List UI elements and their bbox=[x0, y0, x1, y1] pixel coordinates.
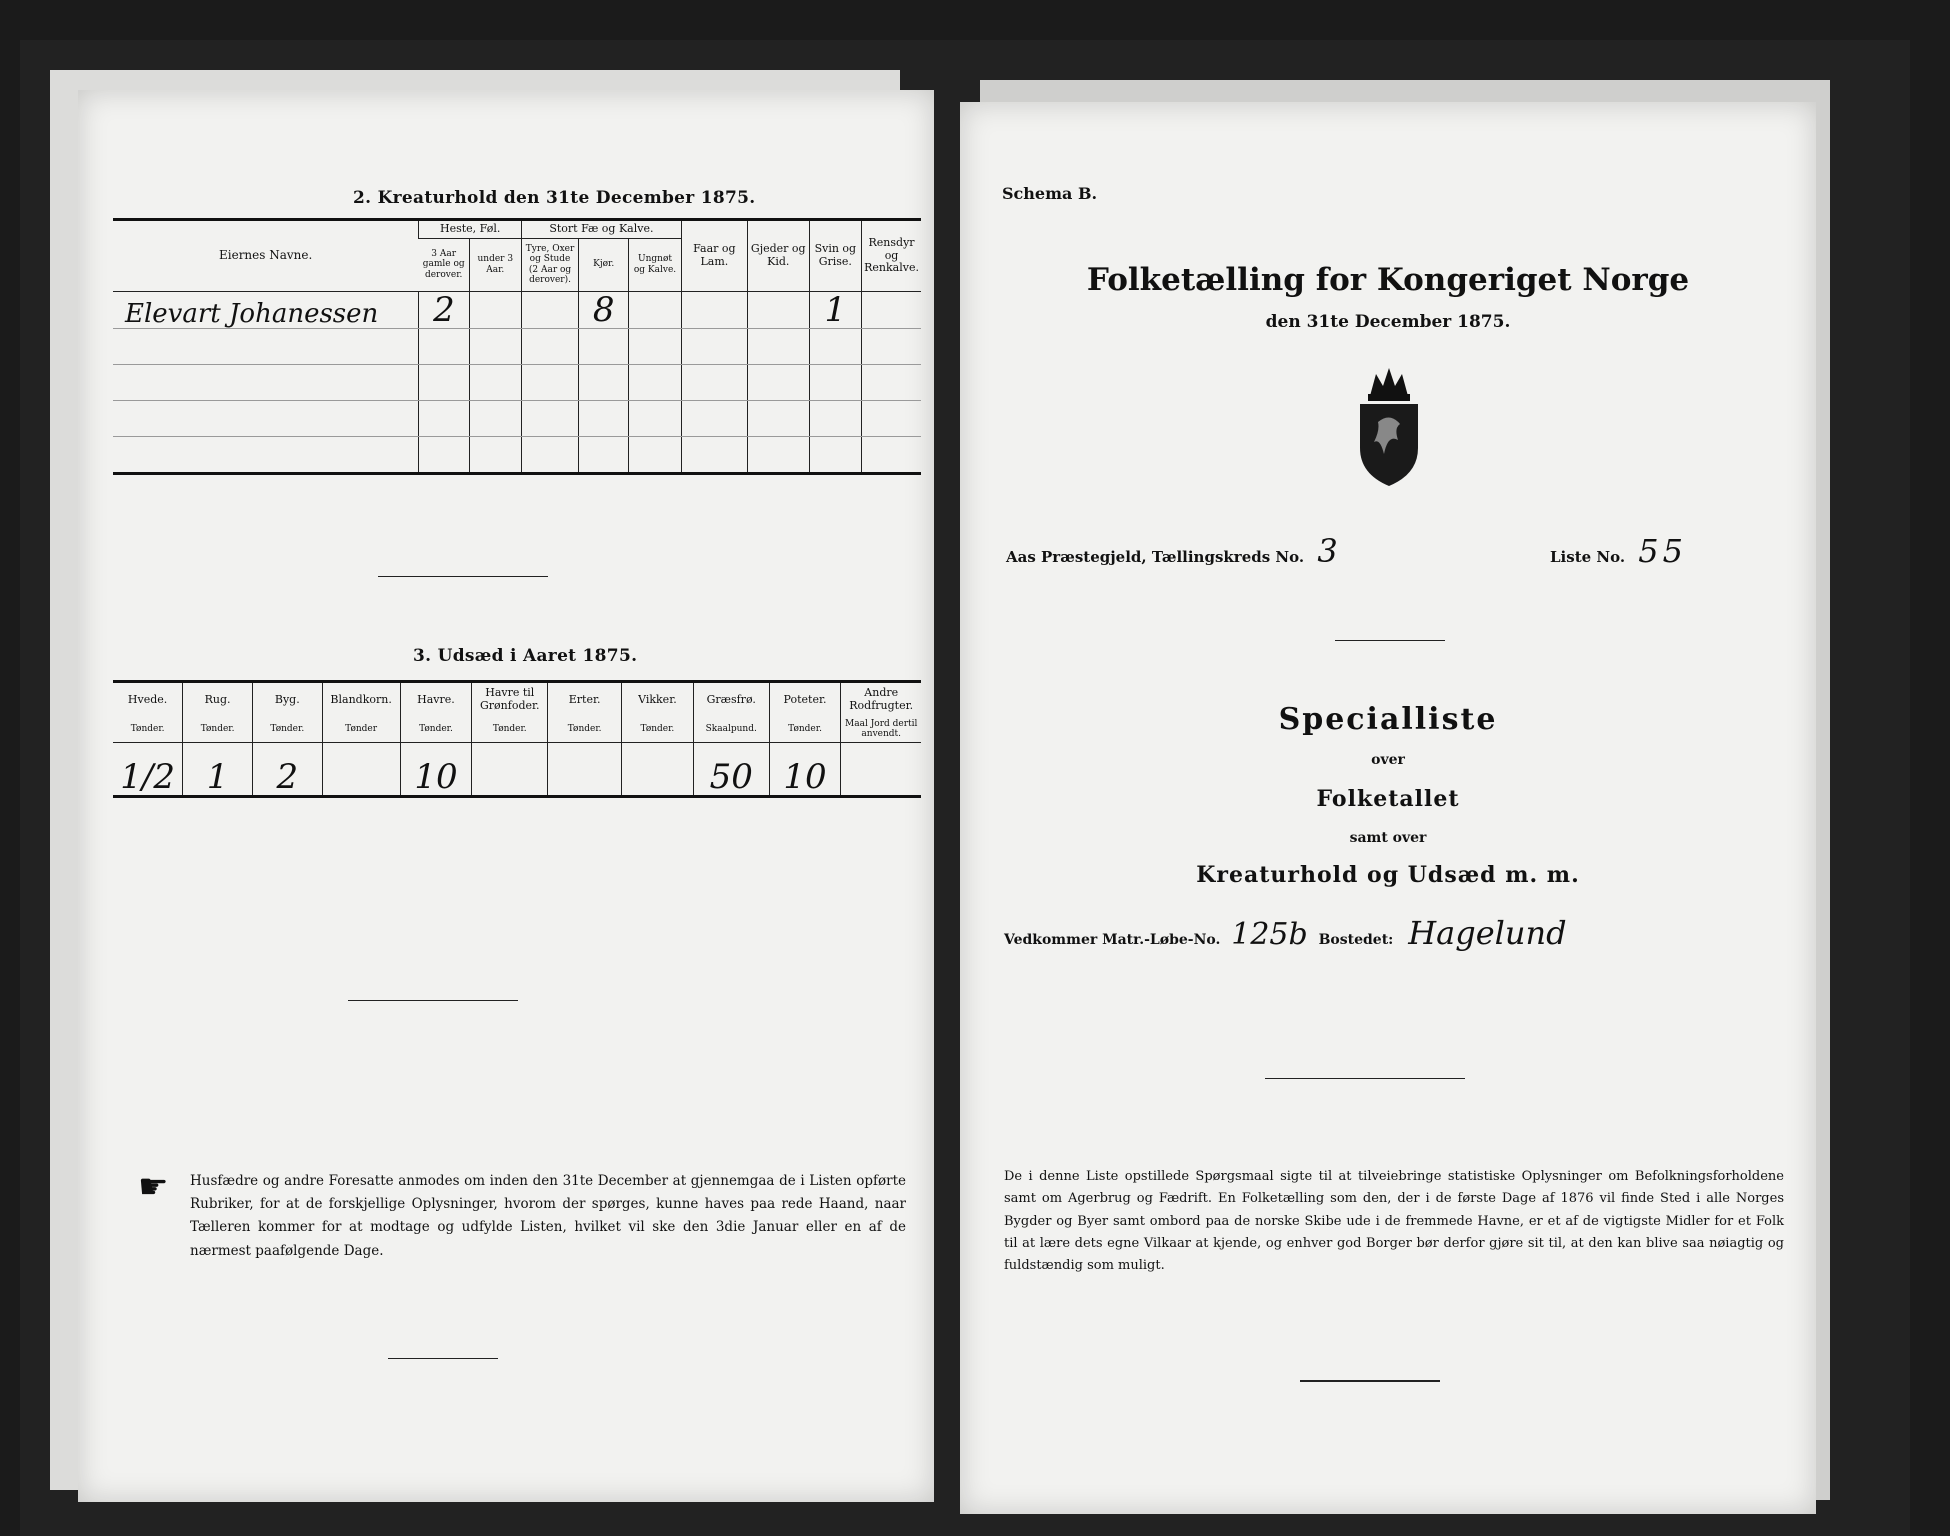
header-horses-young: under 3 Aar. bbox=[469, 238, 521, 291]
sowing-header-name: Rug. bbox=[183, 682, 253, 718]
district-number: 3 bbox=[1317, 532, 1338, 570]
header-cattle-bulls: Tyre, Oxer og Stude (2 Aar og derover). bbox=[522, 238, 579, 291]
sowing-header-unit: Tønder. bbox=[548, 717, 622, 742]
header-cattle-young: Ungnøt og Kalve. bbox=[629, 238, 682, 291]
sowing-header-name: Poteter. bbox=[769, 682, 841, 718]
horses-old-value: 2 bbox=[419, 291, 469, 328]
list-label: Liste No. bbox=[1550, 548, 1626, 566]
sowing-header-name: Blandkorn. bbox=[322, 682, 400, 718]
livestock-row bbox=[113, 291, 921, 328]
sowing-header-unit: Tønder. bbox=[252, 717, 322, 742]
header-owner: Eiernes Navne. bbox=[113, 220, 419, 292]
divider bbox=[348, 1000, 518, 1001]
livestock-table bbox=[113, 218, 921, 475]
sowing-header-unit: Tønder. bbox=[622, 717, 694, 742]
footnote-text: De i denne Liste opstillede Spørgsmaal sigte til at tilveiebringe statistiske Oplysninger om Befolkningsforholdene samt om Agerbrug og Fædrift. En Folketælling som den, der i de første Dage af 1876 vil finde Sted i alle Norges Bygder og Byer samt ombord paa de norske Skibe ude i de fremmede Havne, er et af de vigtigste Midler for et Folk til at lære dets egne Vilkaar at kjende, og enhver god Borger bør derfor gjøre sit til, at den kan blive saa nøiagtig og fuldstændig som muligt. bbox=[1004, 1169, 1784, 1274]
divider bbox=[1300, 1380, 1440, 1382]
sowing-title: 3. Udsæd i Aaret 1875. bbox=[413, 646, 638, 666]
pigs-value: 1 bbox=[809, 291, 861, 328]
goats-value bbox=[747, 291, 809, 328]
sheep-value bbox=[681, 291, 747, 328]
sowing-value: 50 bbox=[693, 742, 769, 796]
header-horses-old: 3 Aar gamle og derover. bbox=[419, 238, 469, 291]
sowing-value bbox=[548, 742, 622, 796]
sowing-header-name: Vikker. bbox=[622, 682, 694, 718]
matr-line bbox=[1004, 914, 1567, 952]
divider bbox=[1265, 1078, 1465, 1079]
header-pigs: Svin og Grise. bbox=[809, 220, 861, 292]
sowing-value: 2 bbox=[252, 742, 322, 796]
sowing-header-unit: Skaalpund. bbox=[693, 717, 769, 742]
header-reindeer: Rensdyr og Renkalve. bbox=[862, 220, 921, 292]
sowing-value: 10 bbox=[769, 742, 841, 796]
sowing-header-unit: Maal Jord dertil anvendt. bbox=[841, 717, 921, 742]
sowing-value: 10 bbox=[400, 742, 472, 796]
cattle-cows-value: 8 bbox=[579, 291, 629, 328]
samt-label: samt over bbox=[1349, 830, 1427, 846]
parish-label: Aas Præstegjeld, Tællingskreds No. bbox=[1006, 548, 1305, 566]
sowing-value: 1 bbox=[183, 742, 253, 796]
kreatur-title: Kreaturhold og Udsæd m. m. bbox=[1196, 862, 1580, 888]
sowing-value: 1/2 bbox=[113, 742, 183, 796]
pointing-hand-icon: ☛ bbox=[138, 1167, 169, 1207]
census-date: den 31te December 1875. bbox=[1265, 312, 1511, 332]
sowing-header-name: Hvede. bbox=[127, 692, 168, 706]
header-sheep: Faar og Lam. bbox=[681, 220, 747, 292]
sowing-header-name: Andre Rodfrugter. bbox=[841, 682, 921, 718]
divider bbox=[388, 1358, 498, 1359]
schema-label: Schema B. bbox=[1002, 184, 1098, 203]
livestock-title: 2. Kreaturhold den 31te December 1875. bbox=[353, 188, 756, 208]
sowing-row bbox=[113, 742, 921, 796]
book-spread bbox=[20, 40, 1910, 1536]
matr-number: 125b bbox=[1231, 917, 1308, 952]
list-number: 55 bbox=[1638, 532, 1688, 570]
cattle-young-value bbox=[629, 291, 682, 328]
sowing-header-name: Havre. bbox=[400, 682, 472, 718]
coat-of-arms-icon bbox=[1350, 364, 1428, 488]
reindeer-value bbox=[862, 291, 921, 328]
owner-name: Elevart Johanessen bbox=[113, 291, 419, 328]
bosted-value: Hagelund bbox=[1408, 914, 1567, 952]
sowing-header-name: Erter. bbox=[548, 682, 622, 718]
sowing-value bbox=[472, 742, 548, 796]
left-page bbox=[78, 90, 934, 1502]
table-row bbox=[113, 328, 921, 364]
sowing-value bbox=[622, 742, 694, 796]
sowing-header-unit: Tønder. bbox=[400, 717, 472, 742]
sowing-header-name: Græsfrø. bbox=[693, 682, 769, 718]
cattle-bulls-value bbox=[522, 291, 579, 328]
sowing-table bbox=[113, 680, 921, 798]
bosted-label: Bostedet: bbox=[1318, 932, 1394, 948]
sowing-header-unit: Tønder bbox=[322, 717, 400, 742]
header-goats: Gjeder og Kid. bbox=[747, 220, 809, 292]
over-label: over bbox=[1371, 752, 1405, 768]
right-page bbox=[960, 102, 1816, 1514]
matr-label: Vedkommer Matr.-Løbe-No. bbox=[1004, 932, 1221, 948]
table-row bbox=[113, 400, 921, 436]
notice-text: Husfædre og andre Foresatte anmodes om inden den 31te December at gjennemgaa de i Listen opførte Rubriker, for at de forskjellige Oplysninger, hvorom der spørges, kunne haves paa rede Haand, naar Tælleren kommer for at modtage og udfylde Listen, hvilket vil ske den 3die Januar eller en af de nærmest paafølgende Dage. bbox=[190, 1173, 906, 1259]
parish-line bbox=[1006, 532, 1338, 570]
census-title: Folketælling for Kongeriget Norge bbox=[1086, 262, 1690, 298]
list-line bbox=[1550, 532, 1687, 570]
sowing-header-name: Havre til Grønfoder. bbox=[472, 682, 548, 718]
folketallet-title: Folketallet bbox=[1316, 786, 1460, 812]
sowing-header-unit: Tønder. bbox=[769, 717, 841, 742]
sowing-header-name: Byg. bbox=[252, 682, 322, 718]
sowing-header-unit: Tønder. bbox=[472, 717, 548, 742]
divider bbox=[378, 576, 548, 577]
table-row bbox=[113, 436, 921, 473]
header-cattle: Stort Fæ og Kalve. bbox=[522, 220, 682, 239]
special-list-title: Specialliste bbox=[1278, 702, 1498, 737]
sowing-header-unit: Tønder. bbox=[113, 717, 183, 742]
header-horses: Heste, Føl. bbox=[419, 220, 522, 239]
horses-young-value bbox=[469, 291, 521, 328]
table-row bbox=[113, 364, 921, 400]
sowing-value bbox=[322, 742, 400, 796]
header-cattle-cows: Kjør. bbox=[579, 238, 629, 291]
sowing-header-unit: Tønder. bbox=[183, 717, 253, 742]
sowing-value bbox=[841, 742, 921, 796]
divider bbox=[1335, 640, 1445, 641]
